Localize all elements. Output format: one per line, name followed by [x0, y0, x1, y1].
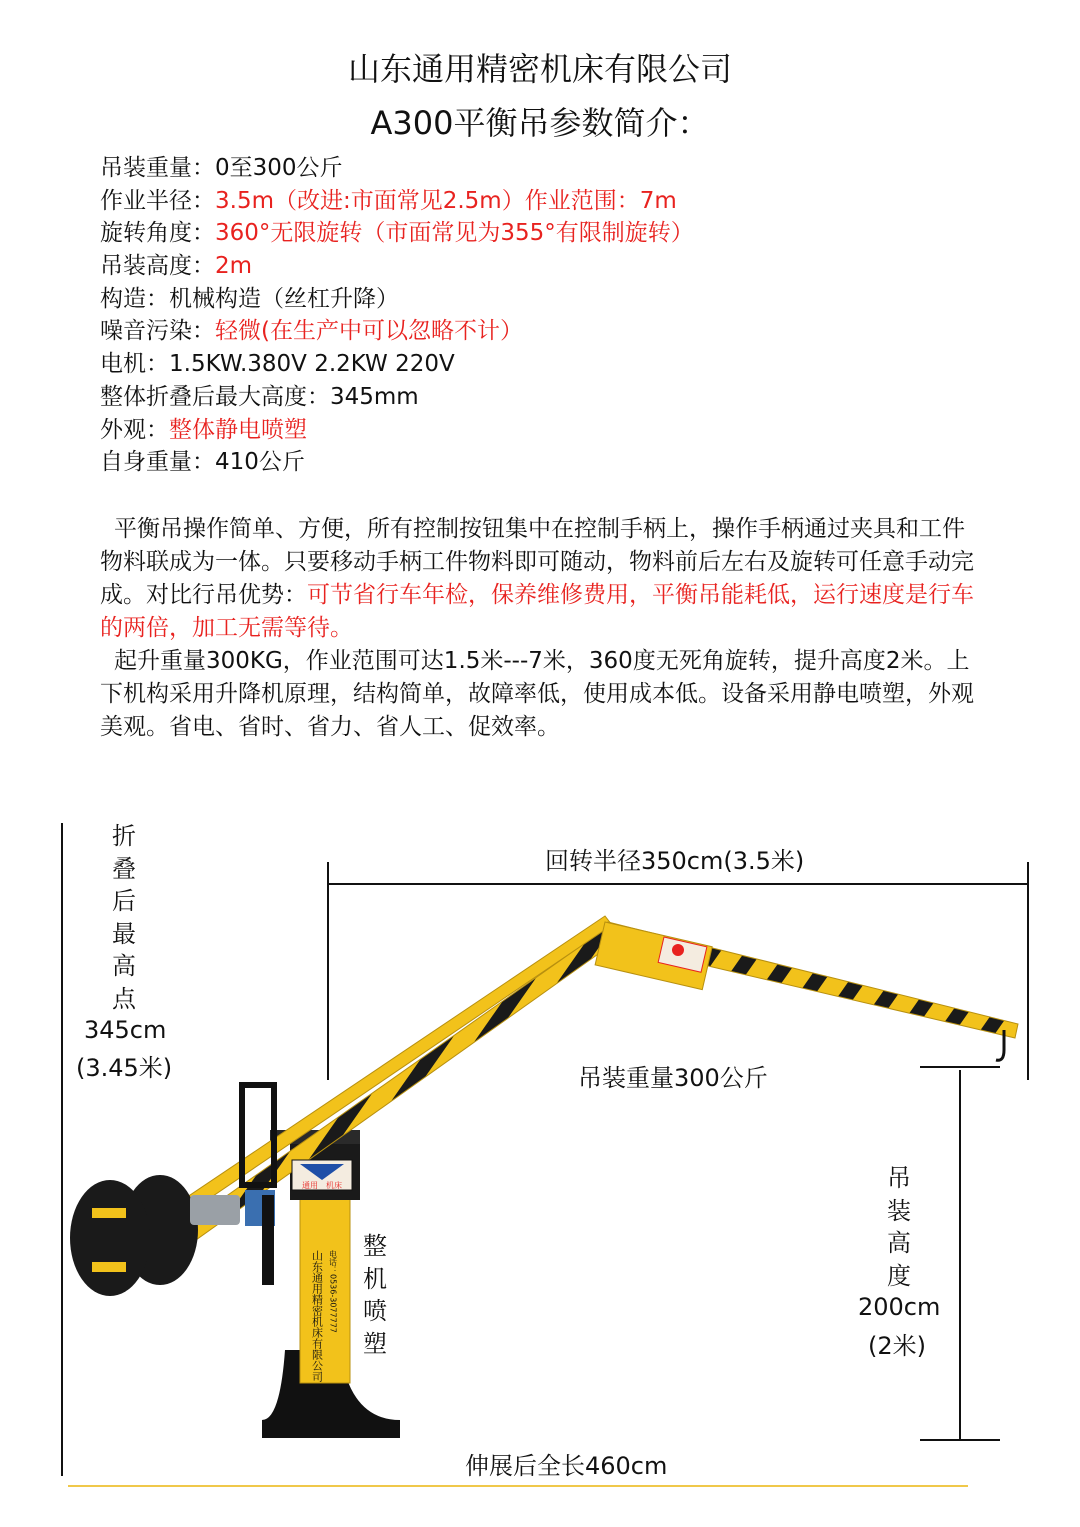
full-length-label: 伸展后全长460cm — [465, 1452, 668, 1480]
spec-label: 噪音污染： — [100, 318, 215, 345]
hook — [996, 1050, 1004, 1060]
coating-label: 整 机 喷 塑 — [363, 1232, 387, 1358]
badge-text-2: 机床 — [326, 1181, 342, 1190]
cable-drum — [70, 1180, 150, 1296]
description-p1-red: 可节省行车年检，保养维修费用，平衡吊能耗低，运行速度是行车的两倍，加工无需等待。 — [100, 582, 974, 641]
spec-value: 345mm — [330, 383, 419, 410]
motor — [190, 1195, 240, 1225]
spec-value: 0至300公斤 — [215, 155, 343, 181]
spec-label: 吊装高度： — [100, 253, 215, 280]
description-paragraph-2: 起升重量300KG，作业范围可达1.5米---7米，360度无死角旋转，提升高度2米。上下机构采用升降机原理，结构简单，故障率低，使用成本低。设备采用静电喷塑，外观美观。省电、省时、省力、省人工、促效率。 — [100, 648, 974, 740]
rear-arm-2 — [150, 916, 612, 1232]
badge-text-1: 通用 — [302, 1181, 318, 1190]
column-text: 山东通用精密机床有限公司 — [310, 1250, 324, 1382]
lift-height-value-m: (2米) — [868, 1332, 926, 1360]
lift-height-label: 吊 装 高 度 — [887, 1164, 911, 1290]
lift-height-value: 200cm — [858, 1293, 941, 1321]
folded-height-value-m: (3.45米) — [76, 1054, 173, 1082]
spec-value: 2m — [215, 253, 253, 280]
product-subtitle: A300平衡吊参数简介： — [370, 104, 710, 142]
drum-stripe-2 — [92, 1262, 126, 1272]
folded-height-value: 345cm — [84, 1016, 167, 1044]
spec-label: 作业半径： — [100, 187, 215, 214]
load-label: 吊装重量300公斤 — [578, 1064, 768, 1092]
spec-label: 自身重量： — [100, 449, 215, 476]
spec-value: 410公斤 — [215, 449, 305, 476]
spec-value: 1.5KW.380V 2.2KW 220V — [169, 351, 455, 378]
company-title: 山东通用精密机床有限公司 — [347, 50, 732, 88]
warning-label-mark — [672, 944, 684, 956]
spec-value: 整体静电喷塑 — [169, 416, 307, 443]
spec-label: 整体折叠后最大高度： — [100, 383, 330, 410]
description-p1-black: 平衡吊操作简单、方便，所有控制按钮集中在控制手柄上，操作手柄通过夹具和工件物料联成为一体。只要移动手柄工件物料即可随动，物料前后左右及旋转可任意手动完成。对比行吊优势： — [100, 516, 974, 608]
drum-stripe-1 — [92, 1208, 126, 1218]
radius-label: 回转半径350cm(3.5米) — [545, 847, 805, 875]
spec-label: 构造： — [100, 285, 169, 312]
folded-height-label: 折 叠 后 最 高 点 — [112, 822, 136, 1013]
column-phone: 电话：0536-3077777 — [328, 1250, 338, 1333]
spec-label: 电机： — [100, 351, 169, 378]
spec-value: 3.5m（改进:市面常见2.5m）作业范围：7m — [215, 187, 677, 214]
spec-value: 机械构造（丝杠升降） — [169, 285, 399, 312]
spec-label: 吊装重量： — [100, 155, 215, 181]
crane-column — [300, 1195, 350, 1383]
spec-value: 360°无限旋转（市面常见为355°有限制旋转） — [215, 220, 694, 247]
spec-value: 轻微(在生产中可以忽略不计） — [215, 318, 523, 345]
spec-label: 外观： — [100, 416, 169, 443]
control-handle — [262, 1195, 274, 1285]
spec-label: 旋转角度： — [100, 220, 215, 247]
